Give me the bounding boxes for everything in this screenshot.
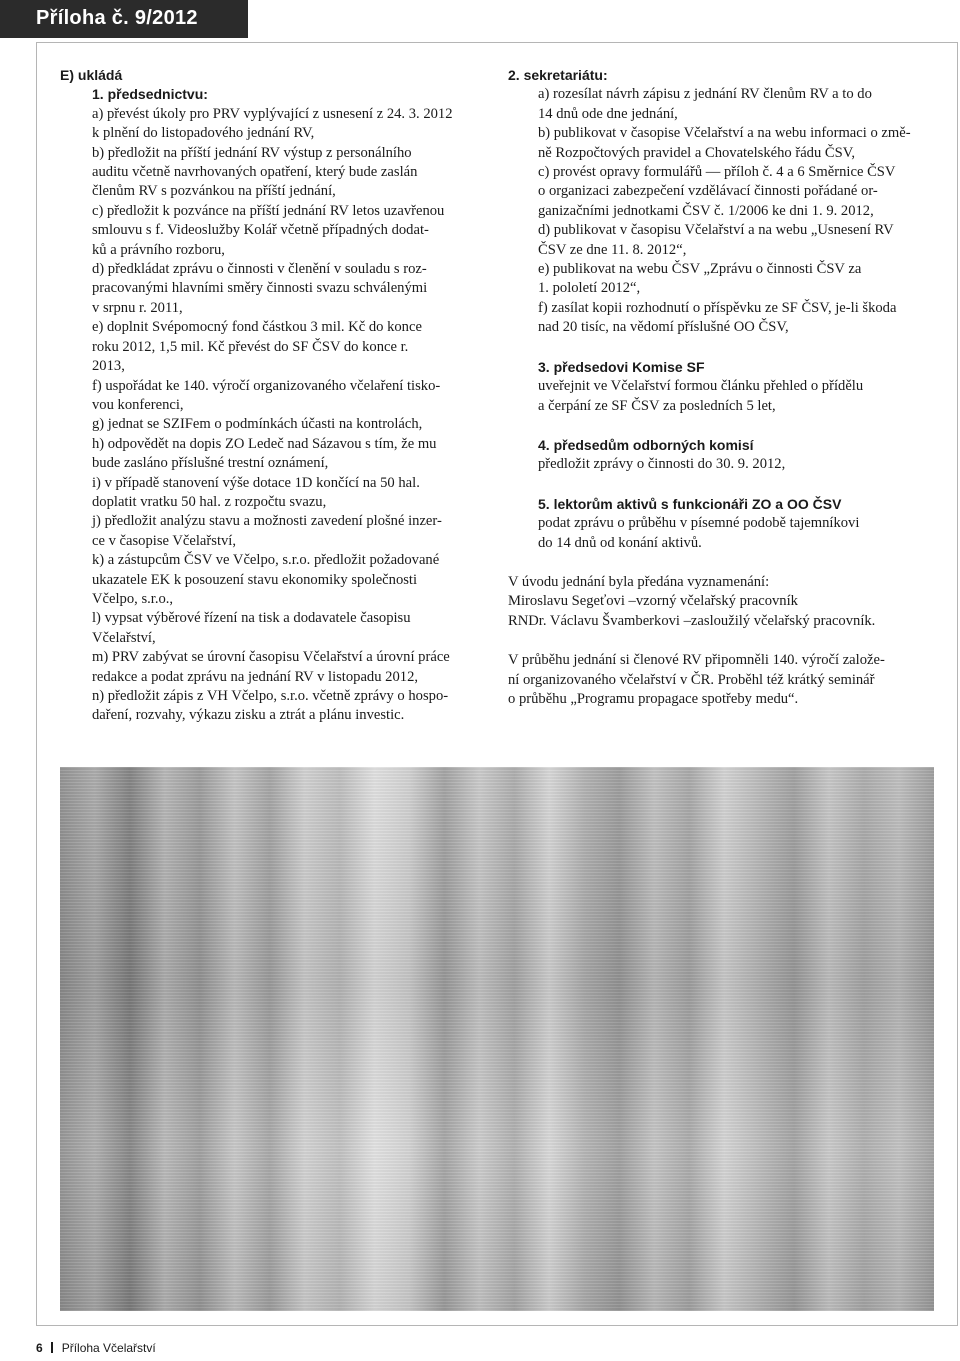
text-line: 1. pololetí 2012“,: [538, 280, 641, 297]
list-item: [60, 609, 492, 648]
text-line: a) rozesílat návrh zápisu z jednání RV členům RV a to do: [538, 86, 872, 103]
text-line: ků a právního rozboru,: [92, 241, 225, 258]
text-line: nad 20 tisíc, na vědomí příslušné OO ČSV,: [538, 319, 789, 336]
text-line: e) publikovat na webu ČSV „Zprávu o činnosti ČSV za: [538, 261, 862, 278]
closing-paragraph: [508, 651, 943, 709]
text-line: Miroslavu Segeťovi –vzorný včelařský pracovník: [508, 593, 798, 610]
section-5-heading: 5. lektorům aktivů s funkcionáři ZO a OO ČSV: [538, 495, 842, 512]
text-line: ČSV ze dne 11. 8. 2012“,: [538, 241, 687, 258]
text-line: V úvodu jednání byla předána vyznamenání:: [508, 573, 770, 590]
left-column: [60, 66, 492, 726]
text-line: předložit zprávy o činnosti do 30. 9. 2012,: [538, 456, 786, 473]
text-line: h) odpovědět na dopis ZO Ledeč nad Sázavou s tím, že mu: [92, 435, 437, 452]
page-footer: [36, 1341, 156, 1355]
list-item: [508, 163, 943, 221]
list-item: [60, 144, 492, 202]
text-line: j) předložit analýzu stavu a možnosti zavedení plošné inzer-: [92, 513, 442, 530]
text-line: d) předkládat zprávu o činnosti v členění v souladu s roz-: [92, 261, 427, 278]
list-item: [60, 318, 492, 376]
text-line: g) jednat se SZIFem o podmínkách účasti na kontrolách,: [92, 416, 423, 433]
text-line: 2013,: [92, 358, 125, 375]
page-title: Příloha č. 9/2012: [36, 7, 198, 29]
header-bar: [0, 0, 248, 38]
list-item: [60, 202, 492, 260]
text-line: podat zprávu o průběhu v písemné podobě tajemníkovi: [538, 515, 860, 532]
text-line: pracovanými hlavními směry činnosti svazu schválenými: [92, 280, 428, 297]
list-item: [508, 221, 943, 260]
section-3-heading: 3. předsedovi Komise SF: [538, 358, 705, 375]
text-line: l) vypsat výběrové řízení na tisk a dodavatele časopisu: [92, 610, 411, 627]
text-line: ce v časopise Včelařství,: [92, 532, 236, 549]
left-item-list: [60, 105, 492, 726]
awards-paragraph: [508, 573, 943, 631]
section-3-text: [508, 377, 943, 416]
text-line: Včelařství,: [92, 629, 156, 646]
section-2-heading: 2. sekretariátu:: [508, 67, 608, 83]
text-line: bude zasláno příslušné trestní oznámení,: [92, 455, 329, 472]
text-line: ně Rozpočtových pravidel a Chovatelského řádu ČSV,: [538, 144, 856, 161]
text-line: f) uspořádat ke 140. výročí organizovaného včelaření tisko-: [92, 377, 441, 394]
text-line: ní organizovaného včelařství v ČR. Proběhl též krátký seminář: [508, 671, 875, 688]
text-line: RNDr. Václavu Švamberkovi –zasloužilý včelařský pracovník.: [508, 612, 876, 629]
section-2-item-list: [508, 85, 943, 337]
text-line: daření, rozvahy, výkazu zisku a ztrát a plánu investic.: [92, 707, 405, 724]
list-item: [60, 415, 492, 434]
page-number: 6: [36, 1341, 43, 1355]
text-line: vou konferenci,: [92, 396, 184, 413]
list-item: [60, 260, 492, 318]
text-line: m) PRV zabývat se úrovní časopisu Včelařství a úrovní práce: [92, 649, 450, 666]
section-e-heading: E) ukládá: [60, 67, 123, 83]
publication-name: Příloha Včelařství: [61, 1341, 156, 1355]
section-5-text: [508, 514, 943, 553]
list-item: [60, 474, 492, 513]
text-line: auditu včetně navrhovaných opatření, který bude zaslán: [92, 164, 418, 181]
text-line: V průběhu jednání si členové RV připomněli 140. výročí založe-: [508, 652, 885, 669]
list-item: [508, 299, 943, 338]
text-line: k) a zástupcům ČSV ve Včelpo, s.r.o. předložit požadované: [92, 552, 440, 569]
section-4-heading: 4. předsedům odborných komisí: [538, 436, 754, 453]
section-e1-heading: 1. předsednictvu:: [92, 86, 208, 103]
text-line: do 14 dnů od konání aktivů.: [538, 534, 702, 551]
list-item: [508, 85, 943, 124]
footer-separator: [51, 1342, 53, 1353]
list-item: [60, 648, 492, 687]
list-item: [60, 551, 492, 609]
list-item: [60, 512, 492, 551]
text-line: doplatit vratku 50 hal. z rozpočtu svazu,: [92, 493, 327, 510]
text-line: e) doplnit Svépomocný fond částkou 3 mil. Kč do konce: [92, 319, 422, 336]
text-line: f) zasílat kopii rozhodnutí o příspěvku ze SF ČSV, je-li škoda: [538, 299, 897, 316]
text-line: a) převést úkoly pro PRV vyplývající z usnesení z 24. 3. 2012: [92, 105, 453, 122]
text-line: Včelpo, s.r.o.,: [92, 590, 174, 607]
text-line: redakce a podat zprávu na jednání RV v listopadu 2012,: [92, 668, 419, 685]
text-line: c) provést opravy formulářů — příloh č. 4 a 6 Směrnice ČSV: [538, 164, 896, 181]
text-line: uveřejnit ve Včelařství formou článku přehled o přídělu: [538, 378, 864, 395]
text-line: v srpnu r. 2011,: [92, 299, 183, 316]
photo-image: [60, 767, 934, 1311]
text-line: smlouvu s f. Videoslužby Kolář včetně případných dodat-: [92, 222, 429, 239]
text-line: b) publikovat v časopise Včelařství a na webu informaci o změ-: [538, 125, 911, 142]
text-line: ganizačními jednotkami ČSV č. 1/2006 ke dni 1. 9. 2012,: [538, 202, 874, 219]
list-item: [60, 435, 492, 474]
text-line: k plnění do listopadového jednání RV,: [92, 125, 315, 142]
text-line: ukazatele EK k posouzení stavu ekonomiky společnosti: [92, 571, 418, 588]
list-item: [60, 105, 492, 144]
text-line: roku 2012, 1,5 mil. Kč převést do SF ČSV do konce r.: [92, 338, 409, 355]
list-item: [60, 687, 492, 726]
text-line: c) předložit k pozvánce na příští jednání RV letos uzavřenou: [92, 202, 445, 219]
text-line: b) předložit na příští jednání RV výstup z personálního: [92, 144, 412, 161]
text-line: i) v případě stanovení výše dotace 1D končící na 50 hal.: [92, 474, 420, 491]
text-line: členům RV s pozvánkou na příští jednání,: [92, 183, 336, 200]
text-line: a čerpání ze SF ČSV za posledních 5 let,: [538, 397, 776, 414]
text-line: o organizaci zabezpečení vzdělávací činnosti pořádané or-: [538, 183, 878, 200]
list-item: [508, 260, 943, 299]
list-item: [60, 377, 492, 416]
text-line: o průběhu „Programu propagace spotřeby medu“.: [508, 690, 799, 707]
text-line: n) předložit zápis z VH Včelpo, s.r.o. včetně zprávy o hospo-: [92, 688, 449, 704]
text-line: d) publikovat v časopisu Včelařství a na webu „Usnesení RV: [538, 222, 894, 239]
text-line: 14 dnů ode dne jednání,: [538, 105, 678, 122]
list-item: [508, 124, 943, 163]
right-column: [508, 66, 943, 709]
section-4-text: [508, 455, 943, 474]
